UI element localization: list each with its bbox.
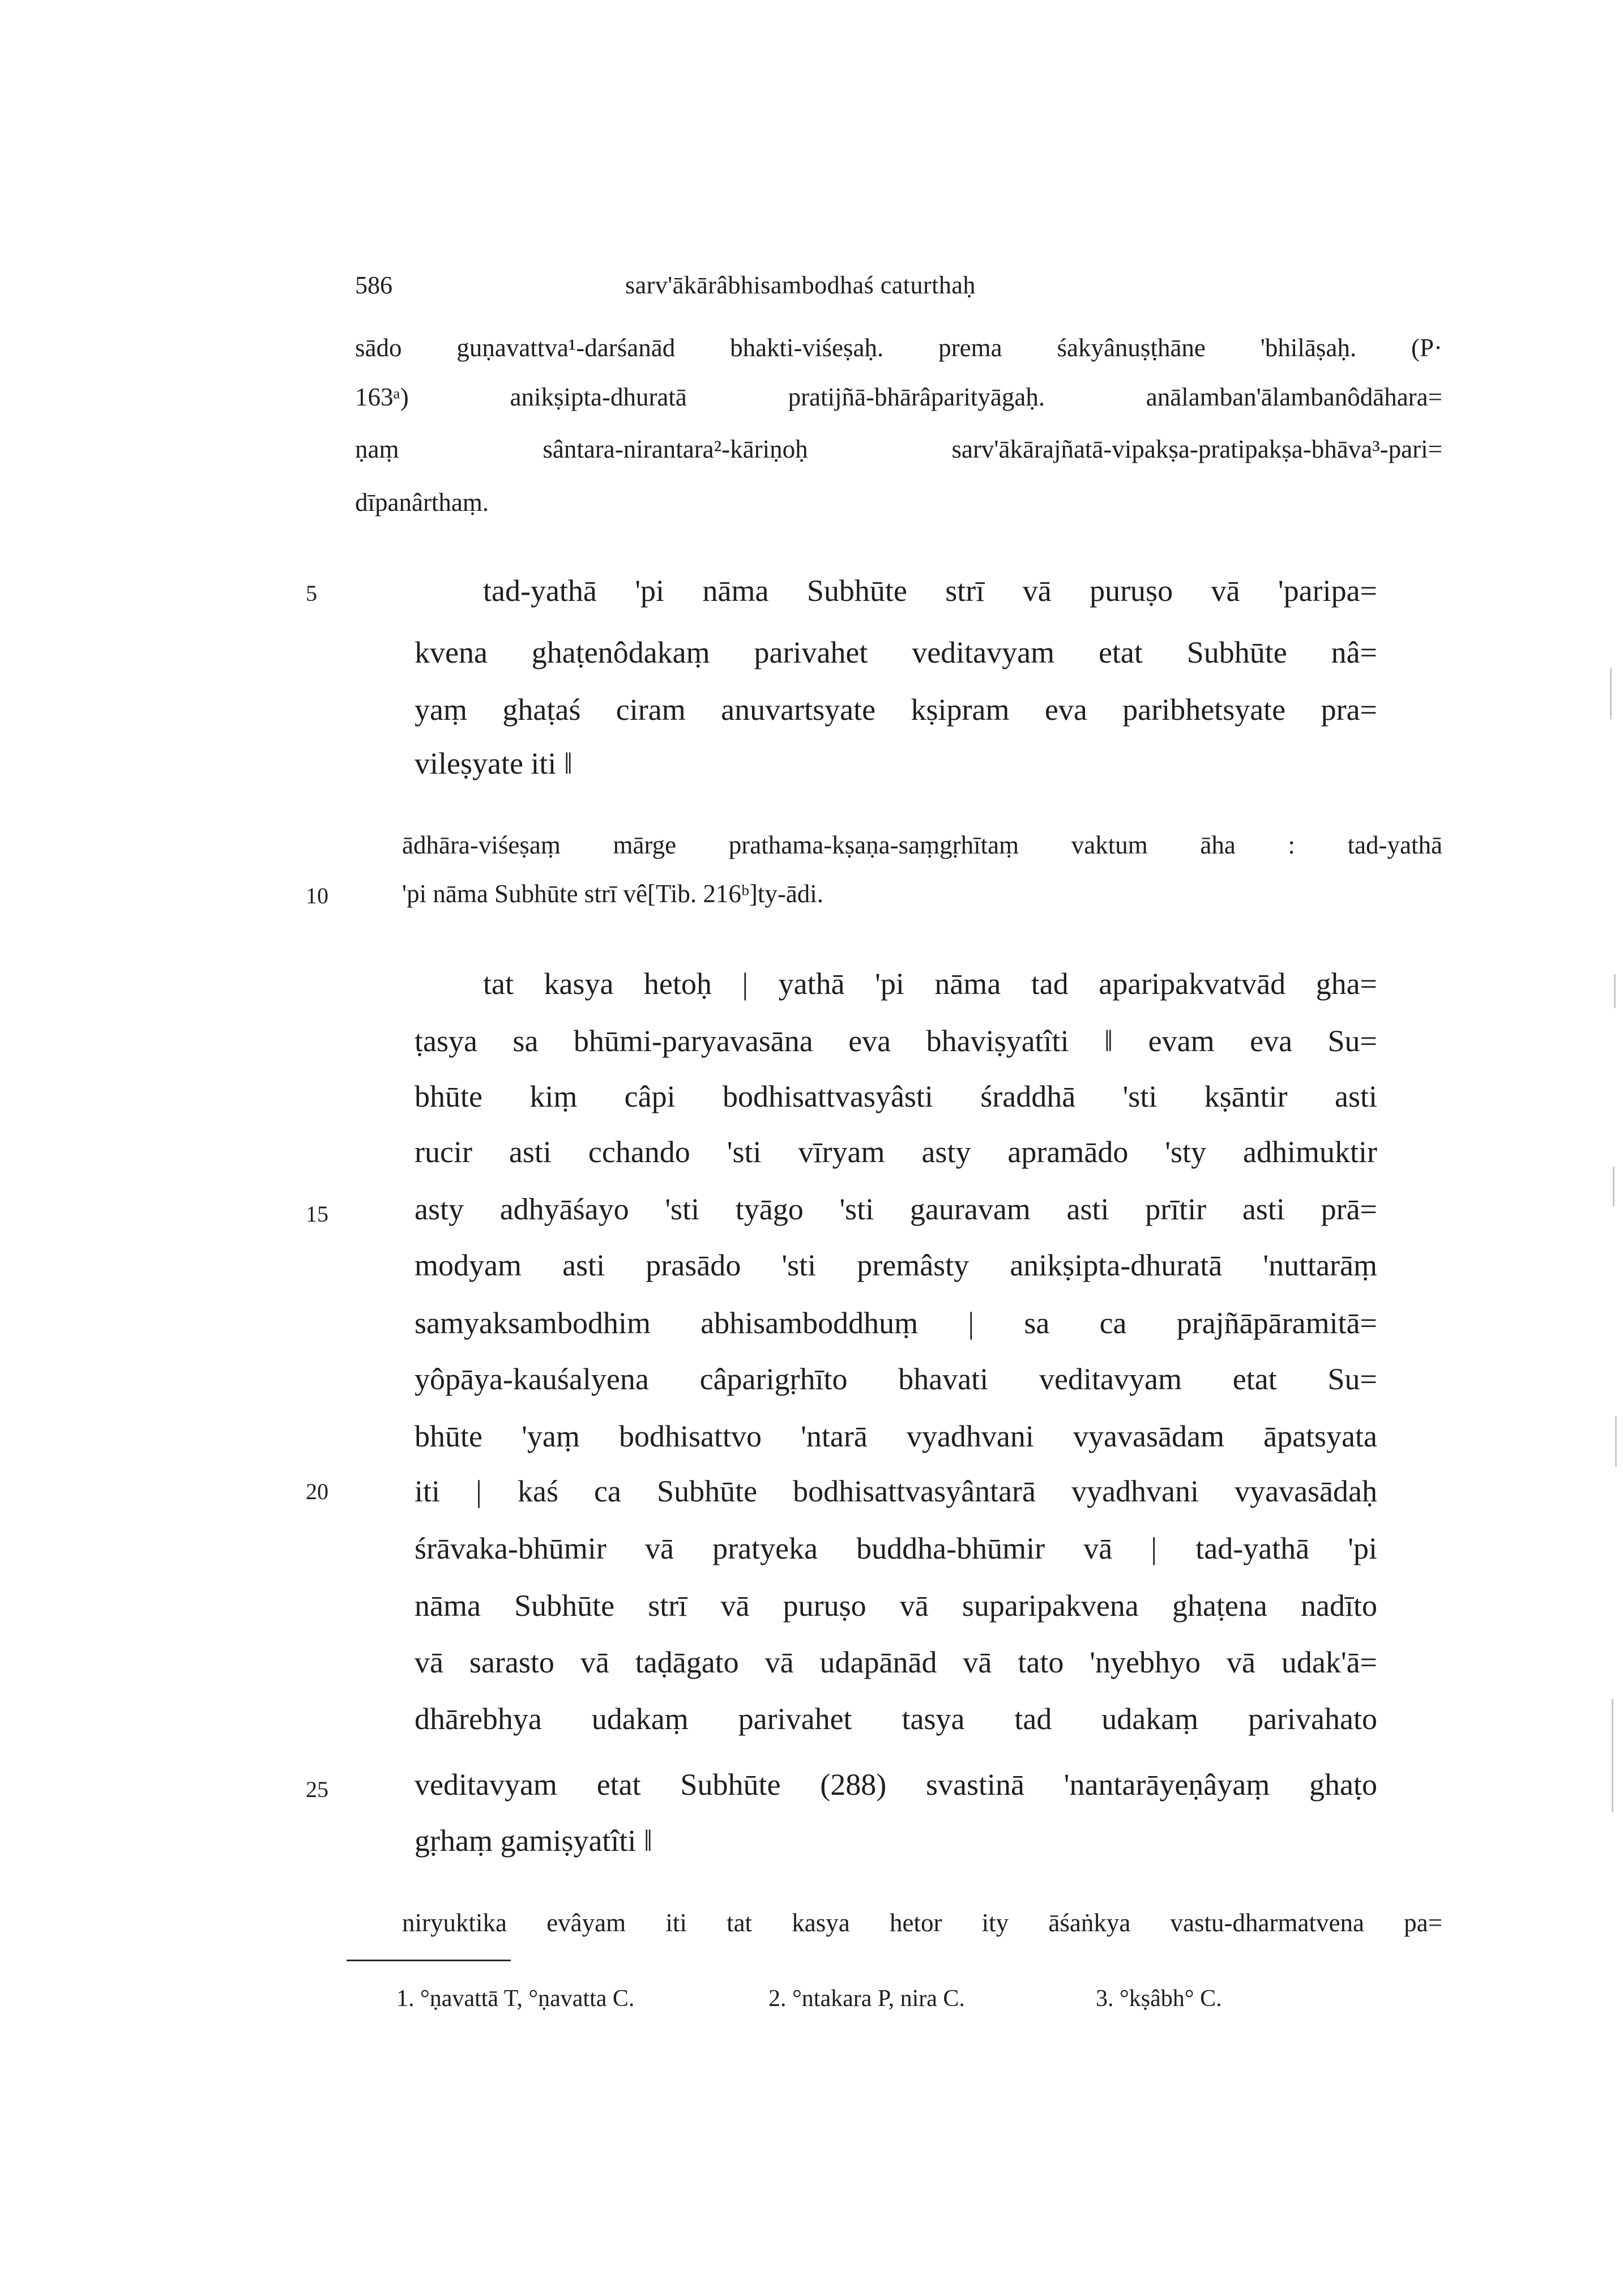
line-number: 5	[306, 581, 317, 606]
scan-artifact	[1614, 974, 1616, 1008]
root-text-line: bhūte kiṃ câpi bodhisattvasyâsti śraddhā 'sti kṣāntir asti	[415, 1079, 1377, 1113]
root-text-line: vileṣyate iti ‖	[415, 746, 573, 780]
root-text-line: gṛhaṃ gamiṣyatîti ‖	[415, 1824, 653, 1858]
commentary-line: 'pi nāma Subhūte strī vê[Tib. 216ᵇ]ty-ādi.	[402, 880, 824, 908]
root-text-line: tad-yathā 'pi nāma Subhūte strī vā puruṣo vā 'paripa=	[483, 574, 1377, 608]
root-text-line: asty adhyāśayo 'sti tyāgo 'sti gauravam asti prītir asti prā=	[415, 1192, 1377, 1226]
footnote: 1. °ṇavattā T, °ṇavatta C.	[396, 1986, 635, 2012]
commentary-line: dīpanârthaṃ.	[355, 488, 489, 517]
footnote: 2. °ntakara P, nira C.	[768, 1986, 965, 2012]
root-text-line: modyam asti prasādo 'sti premâsty anikṣipta-dhuratā 'nuttarāṃ	[415, 1248, 1377, 1282]
footnote-rule	[347, 1960, 511, 1961]
root-text-line: rucir asti cchando 'sti vīryam asty apramādo 'sty adhimuktir	[415, 1135, 1377, 1169]
line-number: 20	[306, 1479, 328, 1504]
root-text-line: nāma Subhūte strī vā puruṣo vā suparipakvena ghaṭena nadīto	[415, 1589, 1377, 1623]
line-number: 25	[306, 1777, 328, 1802]
root-text-line: dhārebhya udakaṃ parivahet tasya tad udakaṃ parivahato	[415, 1702, 1377, 1736]
root-text-line: yôpāya-kauśalyena câparigṛhīto bhavati veditavyam etat Su=	[415, 1362, 1377, 1396]
running-title: sarv'ākārâbhisambodhaś caturthaḥ	[625, 271, 976, 299]
line-number: 10	[306, 883, 328, 908]
scan-artifact	[1610, 668, 1612, 719]
root-text-line: kvena ghaṭenôdakaṃ parivahet veditavyam etat Subhūte nâ=	[415, 635, 1377, 669]
commentary-line: 163ᵃ) anikṣipta-dhuratā pratijñā-bhārâparityāgaḥ. anālamban'ālambanôdāhara=	[355, 383, 1442, 411]
root-text-line: ṭasya sa bhūmi-paryavasāna eva bhaviṣyatîti ‖ evam eva Su=	[415, 1024, 1377, 1058]
root-text-line: iti | kaś ca Subhūte bodhisattvasyântarā vyadhvani vyavasādaḥ	[415, 1474, 1377, 1508]
page-number: 586	[355, 271, 392, 299]
commentary-line: niryuktika evâyam iti tat kasya hetor ity āśaṅkya vastu-dharmatvena pa=	[402, 1909, 1442, 1937]
commentary-line: sādo guṇavattva¹-darśanād bhakti-viśeṣaḥ. prema śakyânuṣṭhāne 'bhilāṣaḥ. (P·	[355, 334, 1442, 362]
root-text-line: yaṃ ghaṭaś ciram anuvartsyate kṣipram eva paribhetsyate pra=	[415, 693, 1377, 727]
scan-artifact	[1613, 1167, 1615, 1206]
root-text-line: vā sarasto vā taḍāgato vā udapānād vā tato 'nyebhyo vā udak'ā=	[415, 1645, 1377, 1679]
root-text-line: śrāvaka-bhūmir vā pratyeka buddha-bhūmir vā | tad-yathā 'pi	[415, 1531, 1377, 1565]
scan-artifact	[1612, 1699, 1613, 1812]
root-text-line: samyaksambodhim abhisamboddhuṃ | sa ca prajñāpāramitā=	[415, 1306, 1377, 1340]
root-text-line: veditavyam etat Subhūte (288) svastinā 'nantarāyeṇâyaṃ ghaṭo	[415, 1768, 1377, 1802]
scan-artifact	[1615, 1416, 1617, 1467]
footnote: 3. °kṣâbh° C.	[1096, 1986, 1222, 2012]
root-text-line: bhūte 'yaṃ bodhisattvo 'ntarā vyadhvani vyavasādam āpatsyata	[415, 1419, 1377, 1453]
root-text-line: tat kasya hetoḥ | yathā 'pi nāma tad aparipakvatvād gha=	[483, 967, 1377, 1001]
line-number: 15	[306, 1201, 328, 1227]
commentary-line: ādhāra-viśeṣaṃ mārge prathama-kṣaṇa-saṃgṛhītaṃ vaktum āha : tad-yathā	[402, 831, 1442, 859]
commentary-line: ṇaṃ sântara-nirantara²-kāriṇoḥ sarv'ākārajñatā-vipakṣa-pratipakṣa-bhāva³-pari=	[355, 435, 1442, 463]
